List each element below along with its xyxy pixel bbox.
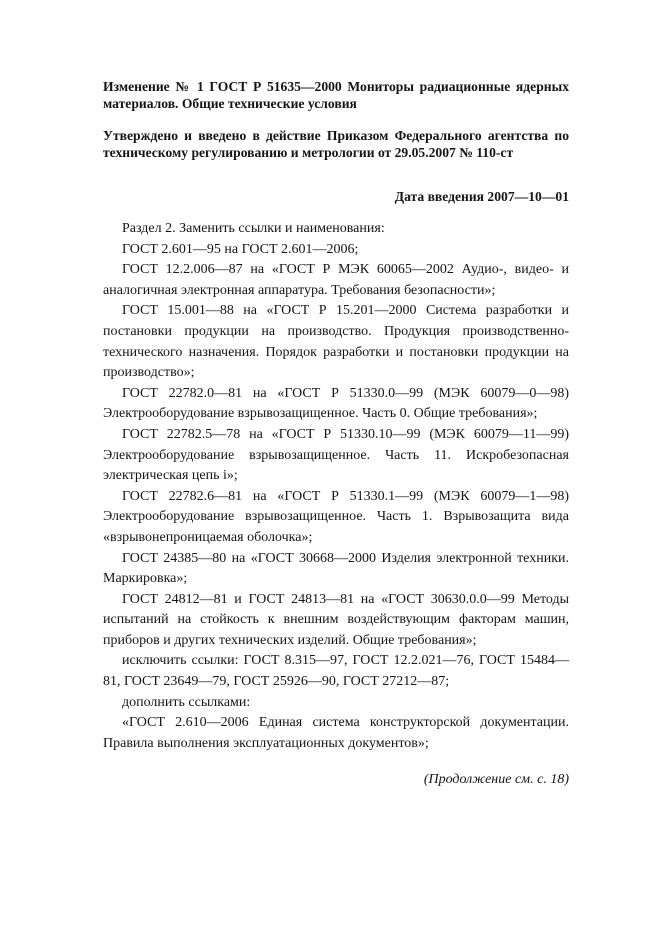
- paragraph: ГОСТ 2.601—95 на ГОСТ 2.601—2006;: [122, 241, 359, 257]
- paragraph: ГОСТ 22782.6—81 на «ГОСТ Р 51330.1—99 (МЭК 60079—1—98) Электрооборудование взрывозащищенное. Часть 1. Взрывозащита вида «взрывонепроницаемая оболочка»;: [103, 488, 569, 545]
- paragraph: ГОСТ 24812—81 и ГОСТ 24813—81 на «ГОСТ 30630.0.0—99 Методы испытаний на стойкость к внешним воздействующим факторам машин, приборов и других технических изделий. Общие требования»;: [103, 591, 569, 648]
- paragraph: «ГОСТ 2.610—2006 Единая система конструкторской документации. Правила выполнения эксплуатационных документов»;: [103, 715, 569, 751]
- paragraph: ГОСТ 22782.0—81 на «ГОСТ Р 51330.0—99 (МЭК 60079—0—98) Электрооборудование взрывозащищенное. Часть 0. Общие требования»;: [103, 385, 569, 422]
- paragraph: ГОСТ 12.2.006—87 на «ГОСТ Р МЭК 60065—2002 Аудио-, видео- и аналогичная электронная аппаратура. Требования безопасности»;: [103, 262, 569, 298]
- document-body: [103, 219, 569, 754]
- effective-date: Дата введения 2007—10—01: [394, 189, 569, 204]
- continuation-note: (Продолжение см. с. 18): [423, 772, 569, 788]
- paragraph: ГОСТ 15.001—88 на «ГОСТ Р 15.201—2000 Система разработки и постановки продукции на производство. Продукция производственно-технического назначения. Порядок разработки и постановки продукции на производство»;: [103, 303, 569, 381]
- paragraph: ГОСТ 24385—80 на «ГОСТ 30668—2000 Изделия электронной техники. Маркировка»;: [103, 550, 569, 587]
- paragraph: Раздел 2. Заменить ссылки и наименования:: [122, 221, 385, 236]
- document-page: [103, 78, 569, 789]
- paragraph: дополнить ссылками:: [122, 694, 251, 710]
- paragraph: исключить ссылки: ГОСТ 8.315—97, ГОСТ 12.2.021—76, ГОСТ 15484—81, ГОСТ 23649—79, ГОСТ 25926—90, ГОСТ 27212—87;: [103, 653, 569, 690]
- paragraph: ГОСТ 22782.5—78 на «ГОСТ Р 51330.10—99 (МЭК 60079—11—99) Электрооборудование взрывозащищенное. Часть 11. Искробезопасная электрическая цепь i»;: [103, 426, 569, 484]
- document-title: Изменение № 1 ГОСТ Р 51635—2000 Мониторы радиационные ядерных материалов. Общие технические условия: [103, 79, 569, 111]
- approval-statement: Утверждено и введено в действие Приказом Федерального агентства по техническому регулированию и метрологии от 29.05.2007 № 110-ст: [103, 128, 569, 160]
